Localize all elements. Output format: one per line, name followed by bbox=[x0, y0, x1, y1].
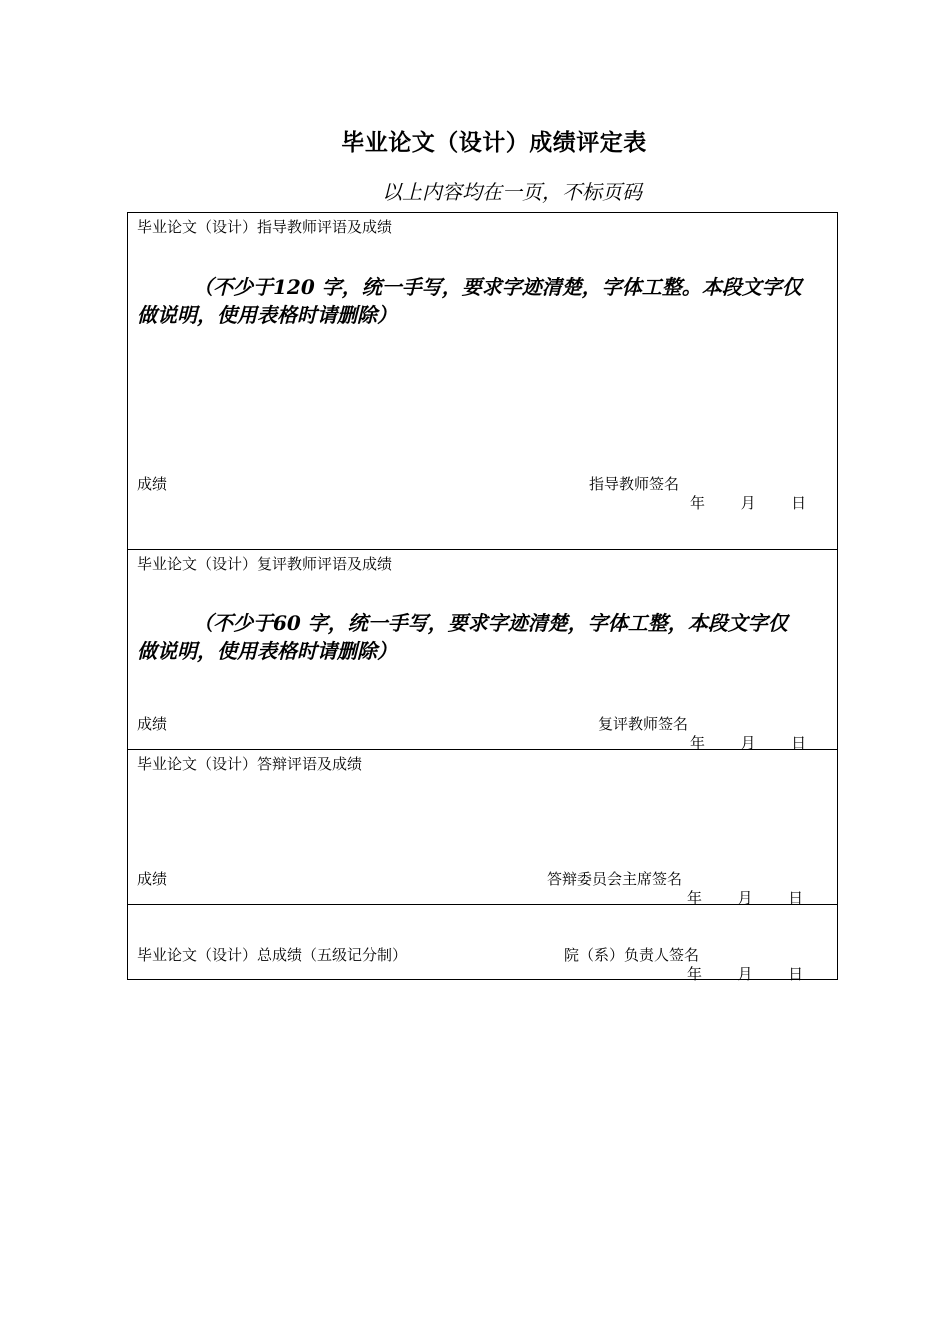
reviewer-instruction-note: （不少于60 字，统一手写，要求字迹清楚，字体工整，本段文字仅做说明，使用表格时请删除） bbox=[137, 611, 788, 663]
reviewer-signature-label: 复评教师签名 bbox=[598, 715, 689, 733]
year-label: 年 bbox=[690, 494, 706, 512]
day-label: 日 bbox=[788, 889, 804, 907]
year-label: 年 bbox=[687, 889, 703, 907]
advisor-evaluation-section bbox=[128, 213, 837, 549]
advisor-section-heading: 毕业论文（设计）指导教师评语及成绩 bbox=[137, 218, 393, 236]
year-label: 年 bbox=[690, 734, 706, 752]
page-title: 毕业论文（设计）成绩评定表 bbox=[341, 130, 647, 156]
month-label: 月 bbox=[737, 889, 753, 907]
evaluation-form-table bbox=[127, 212, 838, 983]
reviewer-section-heading: 毕业论文（设计）复评教师评语及成绩 bbox=[137, 555, 393, 573]
reviewer-grade-label: 成绩 bbox=[137, 715, 168, 733]
reviewer-evaluation-section bbox=[128, 549, 837, 752]
defense-grade-label: 成绩 bbox=[137, 870, 168, 888]
year-label: 年 bbox=[687, 965, 703, 983]
day-label: 日 bbox=[791, 494, 807, 512]
advisor-instruction-note: （不少于120 字，统一手写，要求字迹清楚，字体工整。本段文字仅做说明，使用表格时请删除） bbox=[137, 275, 802, 327]
page-subtitle-note: 以上内容均在一页，不标页码 bbox=[382, 180, 642, 204]
advisor-signature-label: 指导教师签名 bbox=[589, 475, 680, 493]
department-head-signature-label: 院（系）负责人签名 bbox=[564, 946, 700, 964]
defense-section-heading: 毕业论文（设计）答辩评语及成绩 bbox=[137, 755, 363, 773]
total-grade-section bbox=[128, 904, 837, 981]
defense-signature-label: 答辩委员会主席签名 bbox=[547, 870, 683, 888]
day-label: 日 bbox=[791, 734, 807, 752]
advisor-date-line bbox=[690, 492, 806, 513]
day-label: 日 bbox=[788, 965, 804, 983]
advisor-grade-label: 成绩 bbox=[137, 475, 168, 493]
month-label: 月 bbox=[737, 965, 753, 983]
total-date-line bbox=[687, 963, 803, 984]
month-label: 月 bbox=[740, 734, 756, 752]
defense-evaluation-section bbox=[128, 749, 837, 907]
month-label: 月 bbox=[740, 494, 756, 512]
total-grade-heading: 毕业论文（设计）总成绩（五级记分制） bbox=[137, 946, 408, 964]
